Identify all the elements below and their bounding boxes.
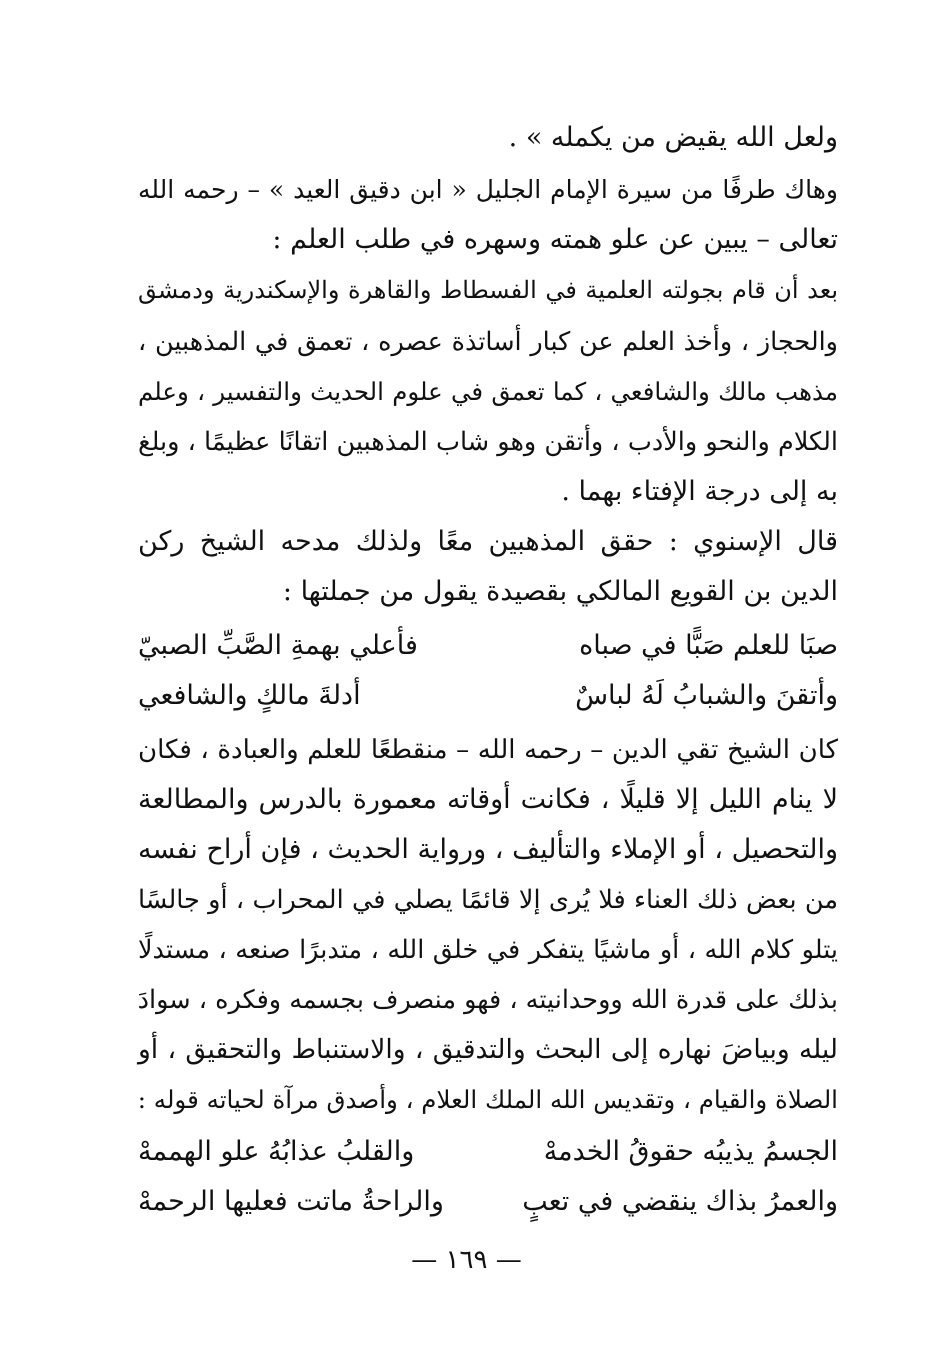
verse-hemistich-first: والعمرُ بذاك ينقضي في تعبٍ: [522, 1186, 838, 1217]
text-line-6: مذهب مالك والشافعي ، كما تعمق في علوم الحديث والتفسير ، وعلم: [138, 377, 838, 406]
text-line-4: بعد أن قام بجولته العلمية في الفسطاط والقاهرة والإسكندرية ودمشق: [138, 276, 838, 304]
text-line-17: ليله وبياضَ نهاره إلى البحث والتدقيق ، والاستنباط والتحقيق ، أو: [138, 1034, 838, 1065]
text-line-13: والتحصيل ، أو الإملاء والتأليف ، ورواية الحديث ، فإن أراح نفسه: [138, 834, 838, 865]
verse-line-2: [138, 676, 838, 716]
text-line-10: الدين بن القويع المالكي بقصيدة يقول من جملتها :: [282, 576, 838, 607]
text-line-8: به إلى درجة الإفتاء بهما .: [561, 476, 838, 507]
text-line-1: ولعل الله يقيض من يكمله » .: [508, 122, 838, 153]
verse-hemistich-second: فأعلي بهمةِ الصَّبِّ الصبيّ: [138, 630, 418, 661]
page-number: — ١٦٩ —: [411, 1245, 522, 1275]
text-line-2: وهاك طرفًا من سيرة الإمام الجليل « ابن دقيق العيد » – رحمه الله: [138, 175, 838, 204]
text-line-9: قال الإسنوي : حقق المذهبين معًا ولذلك مدحه الشيخ ركن: [138, 526, 838, 557]
verse-hemistich-first: الجسمُ يذيبُه حقوقُ الخدمهْ: [543, 1136, 838, 1167]
verse-line-1: [138, 626, 838, 666]
verse-hemistich-second: والراحةُ ماتت فعليها الرحمهْ: [138, 1186, 444, 1217]
text-line-5: والحجاز ، وأخذ العلم عن كبار أساتذة عصره ، تعمق في المذهبين ،: [138, 327, 838, 357]
text-line-3: تعالى – يبين عن علو همته وسهره في طلب العلم :: [272, 224, 838, 255]
verse-hemistich-first: صبَا للعلم صَبًّا في صباه: [579, 630, 838, 661]
text-line-7: الكلام والنحو والأدب ، وأتقن وهو شاب المذهبين اتقانًا عظيمًا ، وبلغ: [138, 427, 838, 457]
text-line-18: الصلاة والقيام ، وتقديس الله الملك العلام ، وأصدق مرآة لحياته قوله :: [137, 1085, 838, 1114]
verse-line-3: [138, 1132, 838, 1172]
verse-hemistich-second: أدلةَ مالكٍ والشافعي: [138, 680, 361, 711]
verse-hemistich-second: والقلبُ عذابُهُ علو الهممهْ: [138, 1136, 415, 1167]
text-line-16: بذلك على قدرة الله ووحدانيته ، فهو منصرف بجسمه وفكره ، سوادَ: [137, 985, 838, 1015]
verse-hemistich-first: وأتقنَ والشبابُ لَهُ لباسٌ: [575, 680, 838, 711]
text-line-15: يتلو كلام الله ، أو ماشيًا يتفكر في خلق الله ، متدبرًا صنعه ، مستدلًا: [138, 935, 838, 965]
text-line-14: من بعض ذلك العناء فلا يُرى إلا قائمًا يصلي في المحراب ، أو جالسًا: [138, 885, 838, 915]
text-line-12: لا ينام الليل إلا قليلًا ، فكانت أوقاته معمورة بالدرس والمطالعة: [138, 784, 838, 815]
verse-line-4: [138, 1182, 838, 1222]
text-line-11: كان الشيخ تقي الدين – رحمه الله – منقطعًا للعلم والعبادة ، فكان: [138, 735, 838, 765]
